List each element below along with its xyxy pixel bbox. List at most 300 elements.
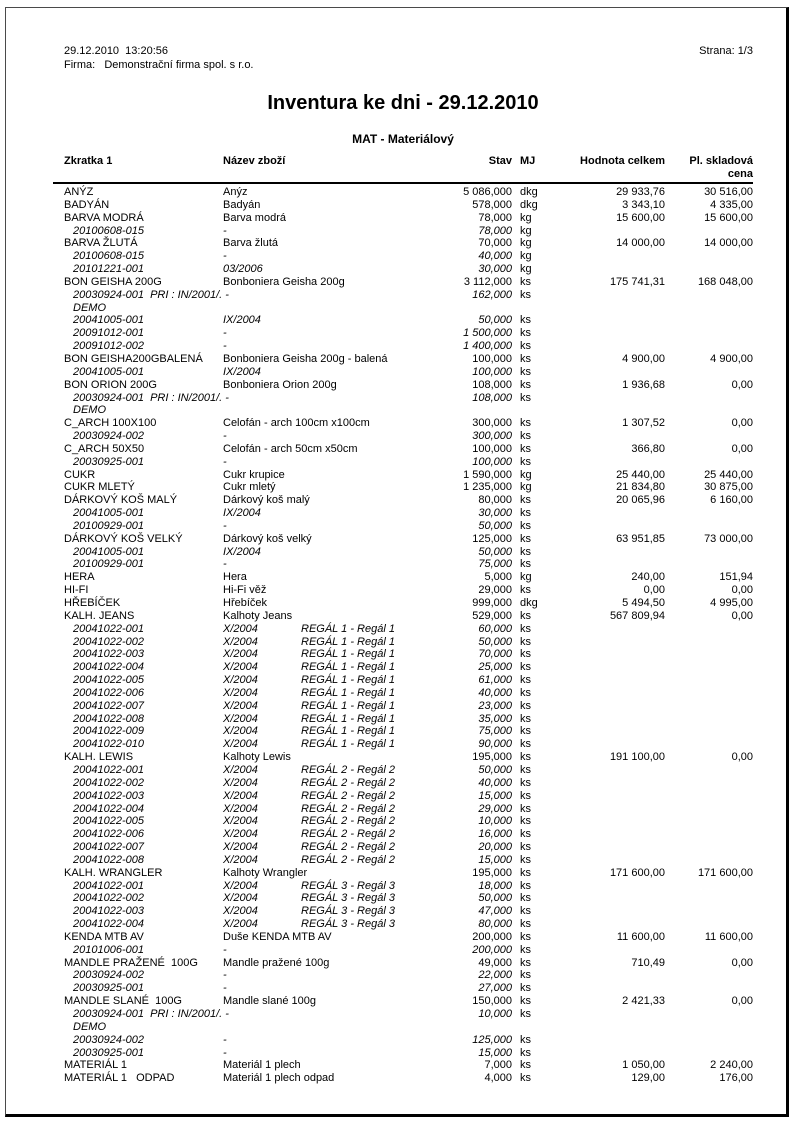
cell-hodnota: 14 000,00 (616, 237, 665, 250)
cell-cena (665, 623, 753, 636)
cell-zkratka: 20041005-001 (73, 545, 144, 558)
cell-stav: 15,000 (478, 1046, 512, 1059)
cell-mj: kg (520, 237, 532, 250)
cell-cena (665, 225, 753, 238)
cell-mj: ks (520, 1008, 531, 1020)
item-row (53, 1072, 753, 1085)
cell-nazev (223, 636, 453, 649)
cell-hodnota: 366,80 (631, 442, 665, 455)
cell-date: - (223, 455, 227, 468)
cell-date: X/2004 (223, 674, 258, 687)
cell-nazev (223, 880, 453, 893)
cell-stav: 90,000 (478, 738, 512, 751)
cell-zkratka: BADYÁN (64, 198, 110, 211)
cell-hodnota: 240,00 (631, 571, 665, 584)
cell-stav: 29,000 (478, 584, 512, 597)
cell-nazev: Dárkový koš malý (223, 494, 310, 507)
cell-mj: kg (520, 571, 532, 584)
item-row (53, 597, 753, 610)
cell-mj: ks (520, 1046, 531, 1059)
cell-stav: 100,000 (472, 442, 512, 455)
cell-hodnota: 129,00 (631, 1072, 665, 1085)
cell-location: REGÁL 1 - Regál 1 (301, 686, 395, 699)
cell-zkratka: 20041022-004 (73, 918, 144, 931)
cell-zkratka: 20041022-006 (73, 686, 144, 699)
cell-zkratka: BARVA MODRÁ (64, 211, 144, 224)
cell-date: - (223, 224, 227, 237)
cell-stav: 1 590,000 (463, 468, 512, 481)
cell-zkratka: 20041005-001 (73, 314, 144, 327)
cell-cena: 30 875,00 (704, 481, 753, 494)
cell-cena: 151,94 (719, 571, 753, 584)
cell-cena (665, 546, 753, 559)
cell-date: - (223, 430, 227, 443)
cell-mj: ks (520, 532, 531, 545)
cell-hodnota: 3 343,10 (622, 198, 665, 211)
cell-nazev: Hi-Fi věž (223, 584, 267, 597)
detail-row (53, 828, 753, 841)
cell-nazev: Kalhoty Jeans (223, 609, 293, 622)
cell-stav: 1 400,000 (463, 340, 512, 353)
cell-hodnota (557, 687, 665, 700)
detail-row (53, 969, 753, 982)
cell-cena: 0,00 (731, 442, 753, 455)
cell-hodnota: 4 900,00 (622, 352, 665, 365)
cell-stav: 25,000 (478, 661, 512, 674)
cell-zkratka: KALH. JEANS (64, 609, 135, 622)
cell-hodnota (557, 1008, 665, 1021)
cell-date: - (223, 250, 227, 263)
cell-mj: kg (520, 224, 532, 237)
cell-location: REGÁL 1 - Regál 1 (301, 738, 395, 751)
cell-date: X/2004 (223, 648, 258, 661)
cell-stav: 125,000 (472, 1033, 512, 1046)
cell-nazev (223, 725, 453, 738)
cell-hodnota: 21 834,80 (616, 481, 665, 494)
cell-nazev: Badyán (223, 198, 261, 211)
cell-mj: ks (520, 866, 531, 879)
cell-cena (665, 558, 753, 571)
cell-cena (665, 725, 753, 738)
cell-stav: 29,000 (478, 802, 512, 815)
cell-hodnota (557, 815, 665, 828)
cell-location: REGÁL 1 - Regál 1 (301, 725, 395, 738)
item-row (53, 584, 753, 597)
cell-date: - (223, 558, 227, 571)
header-zkratka: Zkratka 1 (64, 155, 113, 167)
cell-nazev (223, 546, 453, 559)
cell-nazev: Materiál 1 plech odpad (223, 1072, 335, 1085)
cell-zkratka: 20041005-001 (73, 507, 144, 520)
cell-location: REGÁL 1 - Regál 1 (301, 699, 395, 712)
cell-mj: ks (520, 918, 531, 931)
item-row (53, 957, 753, 970)
detail-row (53, 918, 753, 931)
cell-cena: 0,00 (731, 609, 753, 622)
cell-cena: 30 516,00 (704, 186, 753, 198)
cell-zkratka: ANÝZ (64, 186, 94, 198)
cell-mj: ks (520, 494, 531, 507)
cell-date: X/2004 (223, 841, 258, 854)
cell-hodnota: 2 421,33 (622, 995, 665, 1008)
cell-hodnota: 171 600,00 (609, 866, 665, 879)
detail-row (53, 674, 753, 687)
cell-zkratka: 20030925-001 (73, 455, 144, 468)
cell-zkratka: 20041022-002 (73, 892, 144, 905)
cell-hodnota (557, 944, 665, 957)
item-row (53, 212, 753, 225)
cell-hodnota (557, 289, 665, 302)
cell-nazev (223, 905, 453, 918)
detail-row (53, 636, 753, 649)
detail-row (53, 803, 753, 816)
cell-hodnota (557, 648, 665, 661)
cell-mj: ks (520, 327, 531, 340)
cell-zkratka: MATERIÁL 1 ODPAD (64, 1072, 175, 1085)
cell-location: REGÁL 1 - Regál 1 (301, 661, 395, 674)
cell-mj: ks (520, 751, 531, 764)
cell-location: REGÁL 2 - Regál 2 (301, 828, 395, 841)
cell-date: IX/2004 (223, 507, 261, 520)
item-row (53, 995, 753, 1008)
cell-stav: 4,000 (484, 1072, 512, 1085)
cell-nazev (223, 892, 453, 905)
cell-cena (665, 687, 753, 700)
cell-cena (665, 507, 753, 520)
cell-stav: 40,000 (478, 776, 512, 789)
cell-nazev (223, 430, 453, 443)
cell-zkratka: 20030924-001 PRI : IN/2001/. - (73, 1008, 229, 1020)
cell-cena (665, 764, 753, 777)
cell-nazev (223, 777, 453, 790)
cell-hodnota (557, 636, 665, 649)
item-row (53, 533, 753, 546)
cell-mj: ks (520, 365, 531, 378)
cell-stav: 50,000 (478, 763, 512, 776)
cell-date: X/2004 (223, 853, 258, 866)
cell-location: REGÁL 2 - Regál 2 (301, 776, 395, 789)
item-row (53, 571, 753, 584)
cell-nazev: Dárkový koš velký (223, 532, 312, 545)
cell-hodnota (557, 880, 665, 893)
cell-nazev (223, 507, 453, 520)
cell-cena (665, 700, 753, 713)
cell-zkratka: 20041022-009 (73, 725, 144, 738)
cell-hodnota (557, 404, 665, 417)
detail-row (53, 404, 753, 417)
cell-mj: kg (520, 263, 532, 276)
cell-stav: 78,000 (478, 211, 512, 224)
cell-mj: dkg (520, 198, 538, 211)
cell-stav: 10,000 (478, 1008, 512, 1020)
cell-mj: ks (520, 982, 531, 995)
cell-mj: ks (520, 879, 531, 892)
cell-stav: 16,000 (478, 828, 512, 841)
cell-stav: 10,000 (478, 815, 512, 828)
cell-nazev (223, 314, 453, 327)
item-row (53, 481, 753, 494)
cell-nazev (223, 263, 453, 276)
cell-date: X/2004 (223, 622, 258, 635)
cell-mj: dkg (520, 597, 538, 609)
cell-stav: 20,000 (478, 841, 512, 854)
cell-nazev: Anýz (223, 186, 248, 198)
cell-zkratka: 20041022-007 (73, 841, 144, 854)
cell-nazev: Barva žlutá (223, 237, 279, 250)
cell-date: X/2004 (223, 635, 258, 648)
cell-hodnota: 1 307,52 (622, 417, 665, 430)
cell-zkratka: DEMO (73, 1020, 106, 1033)
cell-zkratka: 20030925-001 (73, 1046, 144, 1059)
cell-date: X/2004 (223, 776, 258, 789)
cell-zkratka: CUKR (64, 468, 96, 481)
cell-location: REGÁL 1 - Regál 1 (301, 635, 395, 648)
cell-cena: 0,00 (731, 584, 753, 597)
cell-date: - (223, 340, 227, 353)
cell-zkratka: 20041022-002 (73, 776, 144, 789)
cell-stav (453, 1021, 512, 1034)
cell-cena (665, 520, 753, 533)
cell-zkratka: 20091012-001 (73, 327, 144, 340)
cell-hodnota: 29 933,76 (616, 186, 665, 198)
cell-cena (665, 456, 753, 469)
cell-nazev (223, 456, 453, 469)
cell-mj: ks (520, 622, 531, 635)
detail-row (53, 777, 753, 790)
cell-date: X/2004 (223, 815, 258, 828)
cell-cena: 6 160,00 (710, 494, 753, 507)
item-row (53, 443, 753, 456)
cell-cena (665, 905, 753, 918)
cell-stav: 80,000 (478, 494, 512, 507)
cell-nazev (223, 340, 453, 353)
cell-zkratka: DEMO (73, 301, 106, 314)
cell-mj: ks (520, 841, 531, 854)
cell-stav: 40,000 (478, 686, 512, 699)
cell-mj: ks (520, 776, 531, 789)
cell-mj: ks (520, 584, 531, 597)
cell-cena (665, 854, 753, 867)
cell-mj: ks (520, 507, 531, 520)
cell-zkratka: DÁRKOVÝ KOŠ MALÝ (64, 494, 178, 507)
cell-cena: 15 600,00 (704, 211, 753, 224)
cell-hodnota (557, 327, 665, 340)
cell-mj: ks (520, 763, 531, 776)
cell-nazev: Bonboniera Orion 200g (223, 378, 337, 391)
cell-cena: 0,00 (731, 956, 753, 969)
cell-nazev: Cukr mletý (223, 481, 276, 494)
cell-hodnota (557, 700, 665, 713)
cell-nazev: Celofán - arch 100cm x100cm (223, 417, 370, 430)
cell-nazev: Materiál 1 plech (223, 1059, 301, 1072)
cell-stav: 529,000 (472, 609, 512, 622)
detail-row (53, 764, 753, 777)
cell-hodnota (557, 674, 665, 687)
cell-zkratka: MANDLE PRAŽENÉ 100G (64, 956, 198, 969)
cell-date: X/2004 (223, 789, 258, 802)
detail-row (53, 1047, 753, 1060)
cell-zkratka: 20041022-004 (73, 802, 144, 815)
cell-cena (665, 340, 753, 353)
cell-nazev (223, 982, 453, 995)
cell-cena: 176,00 (719, 1072, 753, 1085)
item-row (53, 353, 753, 366)
cell-date: X/2004 (223, 828, 258, 841)
cell-zkratka: 20041022-003 (73, 789, 144, 802)
cell-date: - (223, 1046, 227, 1059)
cell-date: X/2004 (223, 802, 258, 815)
cell-stav: 195,000 (472, 866, 512, 879)
cell-hodnota: 1 936,68 (622, 378, 665, 391)
cell-hodnota (557, 546, 665, 559)
cell-cena (665, 828, 753, 841)
cell-date: X/2004 (223, 738, 258, 751)
cell-cena: 11 600,00 (704, 930, 753, 943)
cell-zkratka: 20041022-008 (73, 853, 144, 866)
page-number: Strana: 1/3 (699, 45, 753, 57)
cell-hodnota (557, 713, 665, 726)
cell-cena (665, 841, 753, 854)
cell-cena (665, 1021, 753, 1034)
cell-mj: ks (520, 635, 531, 648)
cell-cena (665, 289, 753, 302)
cell-mj: ks (520, 930, 531, 943)
cell-nazev (223, 674, 453, 687)
cell-mj: ks (520, 892, 531, 905)
cell-hodnota (557, 725, 665, 738)
cell-stav: 18,000 (478, 879, 512, 892)
cell-zkratka: 20041022-003 (73, 905, 144, 918)
cell-mj: ks (520, 956, 531, 969)
cell-stav: 1 235,000 (463, 481, 512, 494)
cell-location: REGÁL 3 - Regál 3 (301, 892, 395, 905)
cell-date: X/2004 (223, 725, 258, 738)
cell-cena (665, 392, 753, 405)
item-row (53, 237, 753, 250)
cell-stav: 40,000 (478, 250, 512, 263)
cell-cena (665, 803, 753, 816)
cell-zkratka: 20041022-006 (73, 828, 144, 841)
cell-stav: 999,000 (472, 597, 512, 609)
cell-nazev (223, 225, 453, 238)
cell-nazev: Duše KENDA MTB AV (223, 930, 332, 943)
detail-row (53, 289, 753, 302)
cell-cena (665, 661, 753, 674)
cell-stav: 200,000 (472, 930, 512, 943)
cell-mj: ks (520, 738, 531, 751)
cell-stav: 108,000 (472, 391, 512, 404)
detail-row (53, 815, 753, 828)
cell-cena (665, 250, 753, 263)
item-row (53, 379, 753, 392)
cell-cena: 2 240,00 (710, 1059, 753, 1072)
cell-cena (665, 969, 753, 982)
cell-mj: ks (520, 430, 531, 443)
cell-nazev (223, 918, 453, 931)
cell-mj: ks (520, 442, 531, 455)
cell-location: REGÁL 2 - Regál 2 (301, 789, 395, 802)
cell-hodnota (557, 250, 665, 263)
detail-row (53, 520, 753, 533)
cell-stav: 70,000 (478, 648, 512, 661)
cell-hodnota: 1 050,00 (622, 1059, 665, 1072)
cell-cena: 14 000,00 (704, 237, 753, 250)
cell-nazev (223, 366, 453, 379)
cell-zkratka: 20041022-001 (73, 622, 144, 635)
cell-hodnota (557, 558, 665, 571)
cell-zkratka: 20030924-002 (73, 430, 144, 443)
cell-mj: ks (520, 417, 531, 430)
cell-cena: 0,00 (731, 378, 753, 391)
cell-cena (665, 302, 753, 315)
cell-cena (665, 314, 753, 327)
cell-mj: ks (520, 699, 531, 712)
cell-hodnota (557, 905, 665, 918)
detail-row (53, 430, 753, 443)
cell-zkratka: 20100608-015 (73, 250, 144, 263)
cell-cena: 4 995,00 (710, 597, 753, 609)
cell-cena (665, 944, 753, 957)
cell-nazev (223, 790, 453, 803)
cell-hodnota (557, 777, 665, 790)
cell-hodnota (557, 456, 665, 469)
cell-zkratka: BON ORION 200G (64, 378, 157, 391)
cell-date: X/2004 (223, 661, 258, 674)
cell-stav: 47,000 (478, 905, 512, 918)
cell-stav: 578,000 (472, 198, 512, 211)
item-row (53, 1059, 753, 1072)
cell-cena: 171 600,00 (697, 866, 753, 879)
cell-zkratka: 20041005-001 (73, 365, 144, 378)
cell-stav: 108,000 (472, 378, 512, 391)
detail-row (53, 392, 753, 405)
cell-hodnota (557, 1034, 665, 1047)
table-body (53, 186, 753, 1085)
cell-mj: ks (520, 802, 531, 815)
cell-hodnota: 15 600,00 (616, 211, 665, 224)
cell-nazev (223, 520, 453, 533)
cell-zkratka: DEMO (73, 404, 106, 417)
cell-mj: dkg (520, 186, 538, 198)
report-datetime: 29.12.2010 13:20:56 (64, 45, 168, 57)
detail-row (53, 225, 753, 238)
cell-mj: ks (520, 725, 531, 738)
cell-mj: ks (520, 352, 531, 365)
cell-nazev (223, 250, 453, 263)
cell-location: REGÁL 2 - Regál 2 (301, 763, 395, 776)
cell-nazev (223, 815, 453, 828)
cell-hodnota (557, 982, 665, 995)
cell-stav: 100,000 (472, 352, 512, 365)
cell-hodnota (557, 661, 665, 674)
detail-row (53, 250, 753, 263)
cell-cena: 0,00 (731, 751, 753, 764)
detail-row (53, 687, 753, 700)
cell-location: REGÁL 2 - Regál 2 (301, 815, 395, 828)
cell-nazev: Mandle pražené 100g (223, 956, 330, 969)
cell-location: REGÁL 1 - Regál 1 (301, 622, 395, 635)
cell-nazev: Cukr krupice (223, 468, 285, 481)
detail-row (53, 854, 753, 867)
cell-zkratka: 20100929-001 (73, 558, 144, 571)
header-pl-skladova-line2: cena (727, 168, 753, 180)
cell-stav: 23,000 (478, 699, 512, 712)
detail-row (53, 725, 753, 738)
cell-nazev (223, 700, 453, 713)
item-row (53, 417, 753, 430)
detail-row (53, 314, 753, 327)
cell-date: X/2004 (223, 879, 258, 892)
